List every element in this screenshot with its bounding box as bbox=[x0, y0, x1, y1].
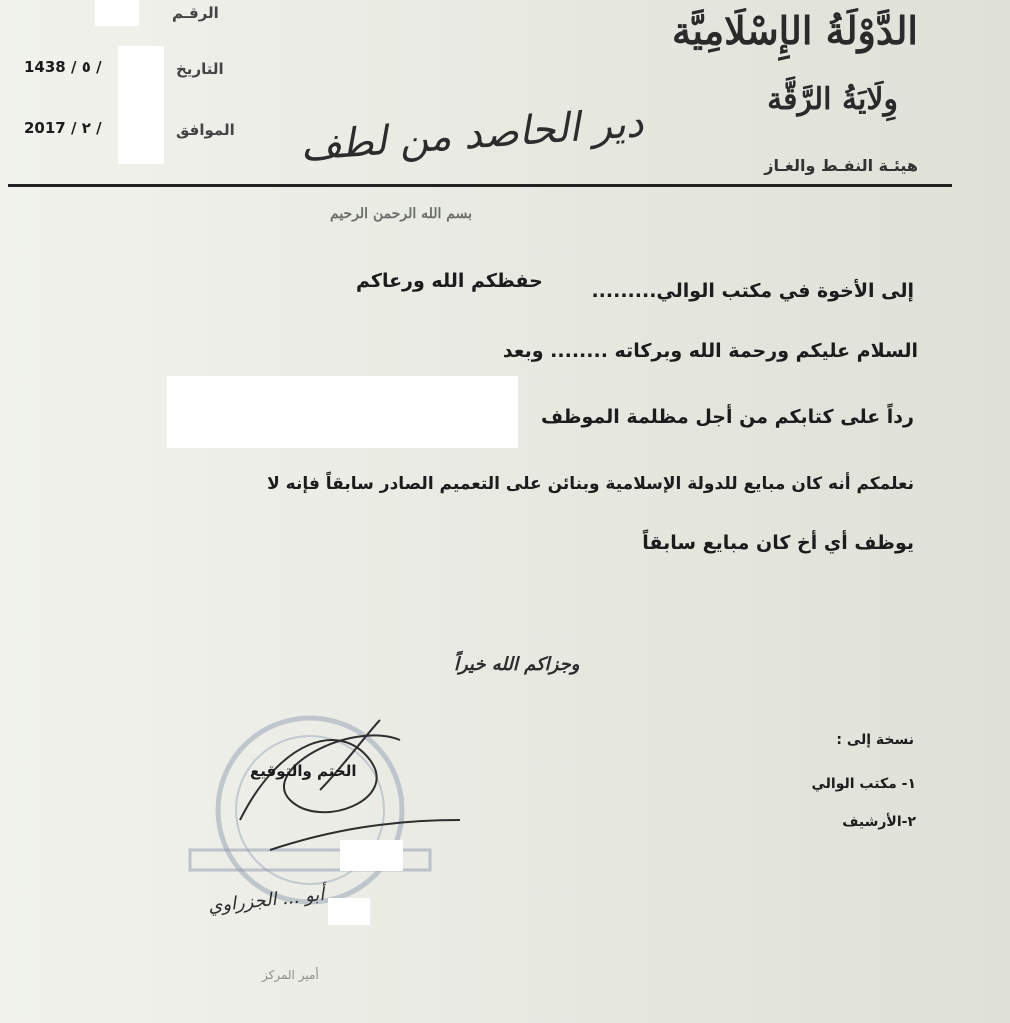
redacted-employee-name bbox=[167, 376, 518, 448]
copy-to-label: نسخة إلى : bbox=[836, 732, 914, 748]
redacted-signature-1 bbox=[340, 840, 403, 871]
body-line-2: يوظف أي أخ كان مبايع سابقاً bbox=[642, 532, 914, 554]
corresponding-label: الموافق bbox=[176, 121, 235, 139]
copy-item-1: ١- مكتب الوالي bbox=[811, 776, 916, 792]
copy-item-2: ٢-الأرشيف bbox=[842, 814, 916, 830]
body-line-1: نعلمكم أنه كان مبايع للدولة الإسلامية وبنائن على التعميم الصادر سابقاً فإنه لا bbox=[267, 474, 914, 494]
greeting-line: السلام عليكم ورحمة الله وبركاته ........ وبعد bbox=[502, 340, 918, 362]
redacted-date-block bbox=[118, 46, 164, 164]
date-label: التاريخ bbox=[176, 60, 224, 78]
department-name: هيئـة النفـط والغـاز bbox=[764, 156, 918, 175]
redacted-signature-2 bbox=[328, 898, 370, 925]
closing-line: وجزاكم الله خيراً bbox=[454, 654, 580, 675]
handwritten-note: دير الحاصد من لطف bbox=[298, 100, 645, 170]
seal-caption: أمير المركز bbox=[262, 968, 319, 982]
header-divider bbox=[8, 184, 952, 187]
date-value: / ٥ / 1438 bbox=[24, 58, 102, 76]
official-seal bbox=[170, 700, 470, 960]
salutation-suffix: حفظكم الله ورعاكم bbox=[356, 270, 543, 292]
basmala: بسم الله الرحمن الرحيم bbox=[330, 206, 472, 222]
state-name-logo: الدَّوْلَةُ الإِسْلَامِيَّة bbox=[671, 8, 918, 53]
signature-text: أبو ... الجزراوي bbox=[207, 883, 326, 918]
seal-label: الختم والتوقيع bbox=[250, 762, 357, 780]
reply-line: رداً على كتابكم من أجل مظلمة الموظف bbox=[540, 406, 914, 428]
number-label: الرقـم bbox=[172, 4, 219, 22]
corresponding-value: / ٢ / 2017 bbox=[24, 119, 102, 137]
redacted-number bbox=[95, 0, 139, 26]
salutation-prefix: إلى الأخوة في مكتب الوالي......... bbox=[591, 280, 914, 302]
province-name: وِلَايَةُ الرَّقَّة bbox=[767, 82, 898, 117]
